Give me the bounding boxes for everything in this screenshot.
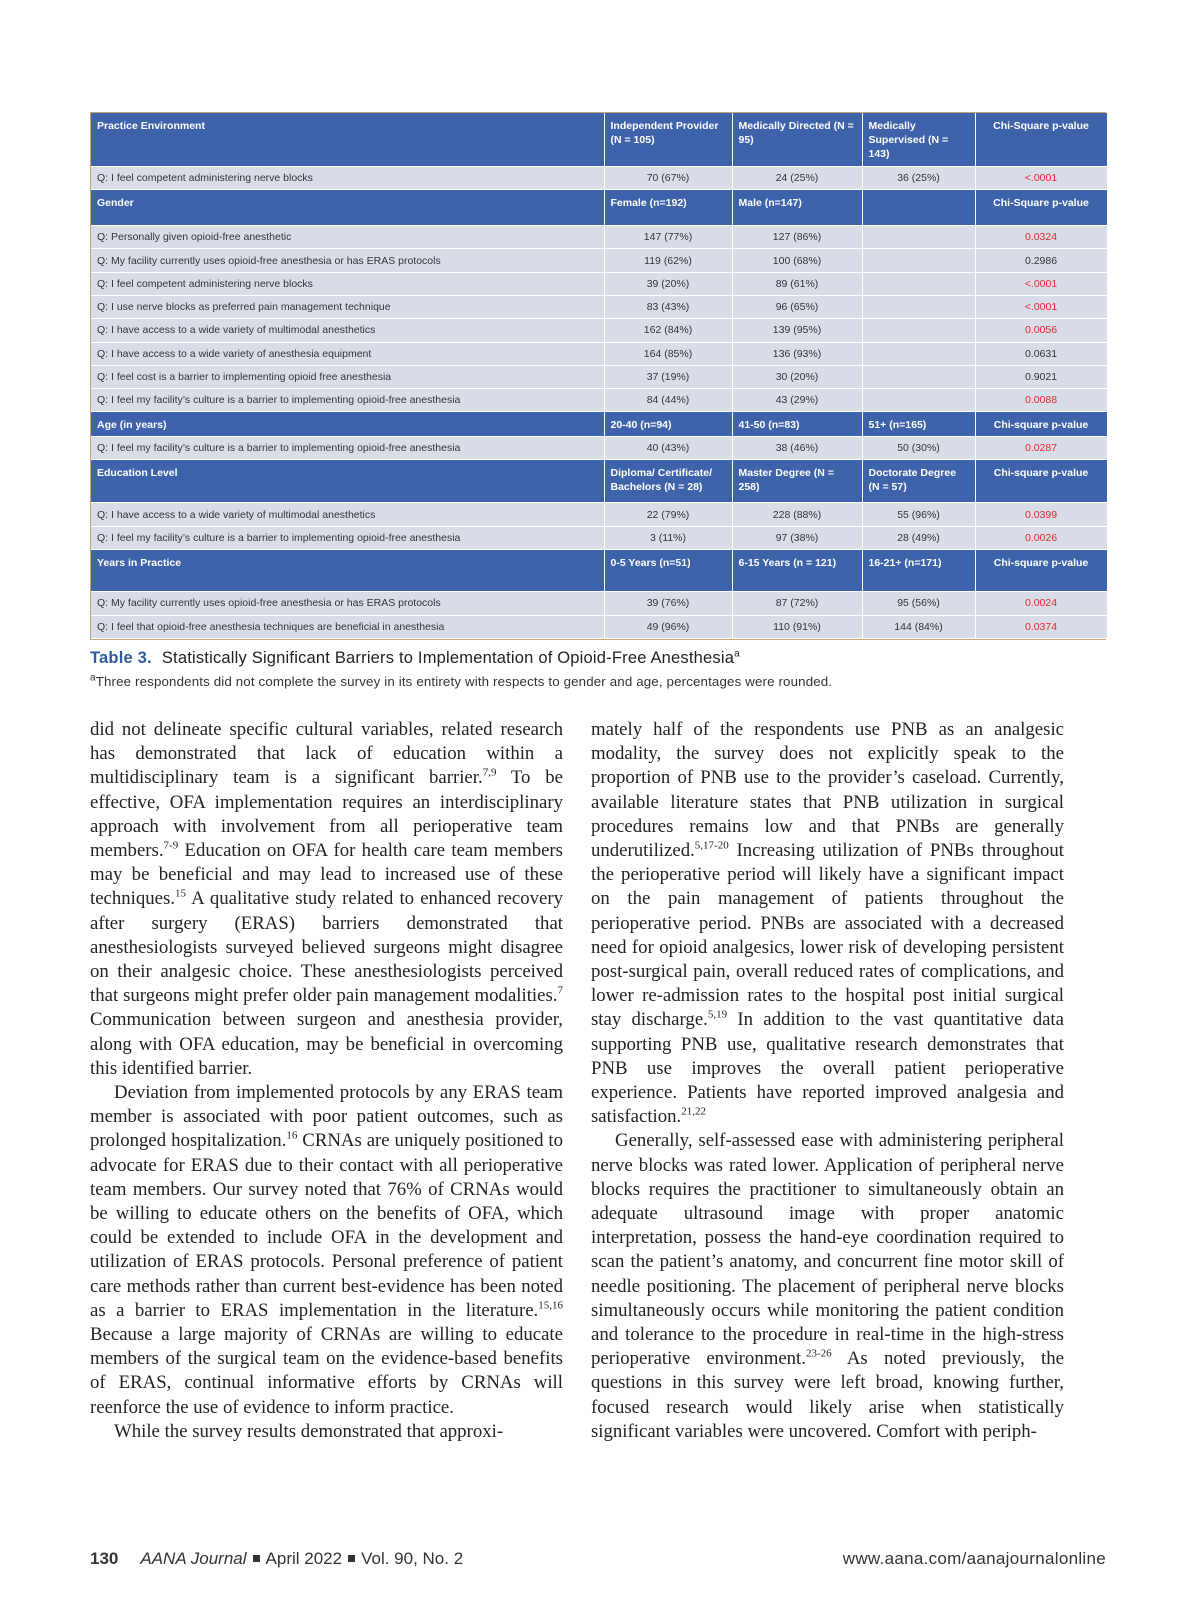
citation-ref: 16 <box>286 1130 298 1143</box>
group-header: 16-21+ (n=171) <box>862 550 975 592</box>
value-cell: 84 (44%) <box>604 389 732 412</box>
table-row <box>91 615 1107 638</box>
page-footer <box>90 1549 1106 1573</box>
text-run: As noted previously, the questions in this survey were left broad, knowing further, focused research would likely arise when statistically significant variables were uncovered. Comfort with periph- <box>591 1348 1064 1442</box>
text-run: Education on OFA for health care team members may be beneficial and may lead to increased use of these techniques. <box>90 840 563 910</box>
value-cell: 39 (20%) <box>604 272 732 295</box>
group-header: Male (n=147) <box>732 190 862 226</box>
group-header: Master Degree (N = 258) <box>732 460 862 503</box>
journal-name: AANA Journal <box>140 1549 247 1568</box>
body-paragraph <box>591 718 1064 1129</box>
group-header: Independent Provider (N = 105) <box>604 113 732 166</box>
value-cell: 22 (79%) <box>604 503 732 526</box>
citation-ref: 7,9 <box>482 767 497 780</box>
question-cell: Q: Personally given opioid-free anesthetic <box>91 226 604 249</box>
value-cell <box>862 319 975 342</box>
body-column-right <box>591 718 1064 1444</box>
pvalue-cell: 0.9021 <box>975 365 1107 388</box>
group-header: 0-5 Years (n=51) <box>604 550 732 592</box>
table-row <box>91 166 1107 189</box>
value-cell: 110 (91%) <box>732 615 862 638</box>
caption-footnote-ref: a <box>734 648 740 660</box>
citation-ref: 5,17-20 <box>694 839 729 852</box>
citation-ref: 5,19 <box>707 1009 728 1022</box>
group-header: Doctorate Degree (N = 57) <box>862 460 975 503</box>
table-row <box>91 319 1107 342</box>
pvalue-cell: <.0001 <box>975 166 1107 189</box>
question-cell: Q: I feel competent administering nerve blocks <box>91 272 604 295</box>
group-header: Medically Supervised (N = 143) <box>862 113 975 166</box>
value-cell: 43 (29%) <box>732 389 862 412</box>
separator-square-icon <box>348 1555 355 1562</box>
section-header-row <box>91 550 1107 592</box>
value-cell: 96 (65%) <box>732 296 862 319</box>
section-title: Gender <box>91 190 604 226</box>
group-header: 6-15 Years (n = 121) <box>732 550 862 592</box>
value-cell: 89 (61%) <box>732 272 862 295</box>
pvalue-header: Chi-square p-value <box>975 550 1107 592</box>
text-run: Increasing utilization of PNBs throughout the perioperative period will likely have a significant impact on the pain management of patients throughout the perioperative period. PNBs are associated with a decreased need for opioid analgesics, lower risk of developing persistent post-surgical pain, overall reduced rates of complications, and lower re-admission rates to the hospital post initial surgical stay discharge. <box>591 840 1064 1031</box>
value-cell <box>862 342 975 365</box>
question-cell: Q: I have access to a wide variety of multimodal anesthetics <box>91 319 604 342</box>
pvalue-cell: 0.0287 <box>975 436 1107 459</box>
value-cell <box>862 365 975 388</box>
table-row <box>91 503 1107 526</box>
value-cell: 136 (93%) <box>732 342 862 365</box>
volume: Vol. 90, No. 2 <box>361 1549 464 1568</box>
pvalue-cell: 0.0374 <box>975 615 1107 638</box>
question-cell: Q: I have access to a wide variety of multimodal anesthetics <box>91 503 604 526</box>
pvalue-cell: <.0001 <box>975 272 1107 295</box>
table-row <box>91 526 1107 549</box>
footnote-text: Three respondents did not complete the survey in its entirety with respects to gender and age, percentages were rounded. <box>95 674 833 689</box>
value-cell: 3 (11%) <box>604 526 732 549</box>
group-header <box>862 190 975 226</box>
citation-ref: 23-26 <box>805 1348 832 1361</box>
value-cell: 30 (20%) <box>732 365 862 388</box>
page-number: 130 <box>90 1549 119 1568</box>
group-header: 51+ (n=165) <box>862 412 975 436</box>
table-row <box>91 592 1107 615</box>
table-3 <box>91 113 1108 639</box>
text-run: Deviation from implemented protocols by any ERAS team member is associated with poor patient outcomes, such as prolonged hospitalization. <box>90 1082 563 1152</box>
value-cell: 37 (19%) <box>604 365 732 388</box>
question-cell: Q: I feel my facility’s culture is a barrier to implementing opioid-free anesthesia <box>91 526 604 549</box>
value-cell: 40 (43%) <box>604 436 732 459</box>
table-row <box>91 365 1107 388</box>
section-title: Education Level <box>91 460 604 503</box>
question-cell: Q: I feel my facility’s culture is a barrier to implementing opioid-free anesthesia <box>91 389 604 412</box>
group-header: Female (n=192) <box>604 190 732 226</box>
question-cell: Q: I feel my facility’s culture is a barrier to implementing opioid-free anesthesia <box>91 436 604 459</box>
body-paragraph <box>591 1129 1064 1444</box>
footnote-mark: a <box>90 672 96 684</box>
question-cell: Q: My facility currently uses opioid-free anesthesia or has ERAS protocols <box>91 249 604 272</box>
table-row <box>91 272 1107 295</box>
group-header: Diploma/ Certificate/ Bachelors (N = 28) <box>604 460 732 503</box>
value-cell: 70 (67%) <box>604 166 732 189</box>
value-cell <box>862 249 975 272</box>
value-cell: 83 (43%) <box>604 296 732 319</box>
section-header-row <box>91 412 1107 436</box>
text-run: Communication between surgeon and anesthesia provider, along with OFA education, may be beneficial in overcoming this identified barrier. <box>90 1009 563 1079</box>
value-cell: 97 (38%) <box>732 526 862 549</box>
body-column-left <box>90 718 563 1444</box>
value-cell: 36 (25%) <box>862 166 975 189</box>
question-cell: Q: I have access to a wide variety of anesthesia equipment <box>91 342 604 365</box>
question-cell: Q: My facility currently uses opioid-free anesthesia or has ERAS protocols <box>91 592 604 615</box>
value-cell: 55 (96%) <box>862 503 975 526</box>
value-cell <box>862 296 975 319</box>
pvalue-cell: 0.0631 <box>975 342 1107 365</box>
results-table <box>90 112 1106 640</box>
caption-title-line <box>90 649 1106 668</box>
table-row <box>91 249 1107 272</box>
pvalue-cell: <.0001 <box>975 296 1107 319</box>
body-paragraph <box>90 718 563 1081</box>
value-cell <box>862 226 975 249</box>
value-cell <box>862 389 975 412</box>
journal-url: www.aana.com/aanajournalonline <box>842 1549 1106 1568</box>
section-header-row <box>91 460 1107 503</box>
table-row <box>91 389 1107 412</box>
value-cell: 87 (72%) <box>732 592 862 615</box>
body-paragraph <box>90 1081 563 1420</box>
citation-ref: 7 <box>557 984 563 997</box>
caption-footnote <box>90 674 1106 689</box>
pvalue-header: Chi-square p-value <box>975 460 1107 503</box>
value-cell: 144 (84%) <box>862 615 975 638</box>
section-title: Years in Practice <box>91 550 604 592</box>
value-cell: 147 (77%) <box>604 226 732 249</box>
table-row <box>91 342 1107 365</box>
value-cell: 50 (30%) <box>862 436 975 459</box>
pvalue-cell: 0.0026 <box>975 526 1107 549</box>
text-run: To be effective, OFA implementation requires an interdisciplinary approach with involvement from all perioperative team members. <box>90 767 563 862</box>
pvalue-cell: 0.0056 <box>975 319 1107 342</box>
table-row <box>91 436 1107 459</box>
question-cell: Q: I use nerve blocks as preferred pain management technique <box>91 296 604 319</box>
value-cell: 119 (62%) <box>604 249 732 272</box>
question-cell: Q: I feel that opioid-free anesthesia techniques are beneficial in anesthesia <box>91 615 604 638</box>
value-cell: 95 (56%) <box>862 592 975 615</box>
group-header: 41-50 (n=83) <box>732 412 862 436</box>
issue-date: April 2022 <box>265 1549 343 1568</box>
value-cell: 100 (68%) <box>732 249 862 272</box>
group-header: Medically Directed (N = 95) <box>732 113 862 166</box>
pvalue-header: Chi-Square p-value <box>975 190 1107 226</box>
pvalue-cell: 0.0024 <box>975 592 1107 615</box>
value-cell: 38 (46%) <box>732 436 862 459</box>
value-cell: 49 (96%) <box>604 615 732 638</box>
table-row <box>91 296 1107 319</box>
question-cell: Q: I feel cost is a barrier to implementing opioid free anesthesia <box>91 365 604 388</box>
text-run: Generally, self-assessed ease with administering peripheral nerve blocks was rated lower. Application of peripheral nerve blocks requires the practitioner to simultaneously obtain an adequate ultrasound image with proper anatomic interpretation, possess the hand-eye coordination required to scan the patient’s anatomy, and concurrent fine motor skill of needle positioning. The placement of peripheral nerve blocks simultaneously occurs while monitoring the patient condition and tolerance to the procedure in real-time in the high-stress perioperative environment. <box>591 1130 1064 1370</box>
pvalue-header: Chi-square p-value <box>975 412 1107 436</box>
text-run: CRNAs are uniquely positioned to advocate for ERAS due to their contact with all perioperative team members. Our survey noted that 76% of CRNAs would be willing to educate others on the benefits of OFA, which could be extended to include OFA in the development and utilization of ERAS protocols. Personal preference of patient care methods rather than current best-evidence has been noted as a barrier to ERAS implementation in the literature. <box>90 1130 563 1321</box>
caption-label: Table 3. <box>90 649 152 667</box>
value-cell: 139 (95%) <box>732 319 862 342</box>
group-header: 20-40 (n=94) <box>604 412 732 436</box>
separator-square-icon <box>253 1555 260 1562</box>
value-cell <box>862 272 975 295</box>
value-cell: 127 (86%) <box>732 226 862 249</box>
pvalue-header: Chi-Square p-value <box>975 113 1107 166</box>
value-cell: 228 (88%) <box>732 503 862 526</box>
value-cell: 24 (25%) <box>732 166 862 189</box>
text-run: In addition to the vast quantitative data supporting PNB use, qualitative research demonstrates that PNB use improves the overall patient perioperative experience. Patients have reported improved analgesia and satisfaction. <box>591 1009 1064 1128</box>
table-caption <box>90 649 1106 689</box>
text-run: Because a large majority of CRNAs are willing to educate members of the surgical team on the evidence-based benefits of ERAS, continual informative efforts by CRNAs will reenforce the use of evidence to inform practice. <box>90 1324 563 1418</box>
table-row <box>91 226 1107 249</box>
text-run: mately half of the respondents use PNB as an analgesic modality, the survey does not explicitly speak to the proportion of PNB use to the provider’s caseload. Currently, available literature states that PNB utilization in surgical procedures remains low and that PNBs are generally underutilized. <box>591 719 1064 862</box>
pvalue-cell: 0.2986 <box>975 249 1107 272</box>
text-run: did not delineate specific cultural variables, related research has demonstrated that lack of education within a multidisciplinary team is a significant barrier. <box>90 719 563 789</box>
section-header-row <box>91 113 1107 166</box>
value-cell: 164 (85%) <box>604 342 732 365</box>
citation-ref: 21,22 <box>681 1105 706 1118</box>
section-title: Practice Environment <box>91 113 604 166</box>
citation-ref: 15 <box>175 888 187 901</box>
citation-ref: 7-9 <box>163 839 179 852</box>
question-cell: Q: I feel competent administering nerve blocks <box>91 166 604 189</box>
section-title: Age (in years) <box>91 412 604 436</box>
citation-ref: 15,16 <box>538 1299 563 1312</box>
body-paragraph <box>90 1420 563 1444</box>
pvalue-cell: 0.0088 <box>975 389 1107 412</box>
value-cell: 39 (76%) <box>604 592 732 615</box>
value-cell: 162 (84%) <box>604 319 732 342</box>
text-run: While the survey results demonstrated that approxi- <box>114 1420 504 1442</box>
text-run: A qualitative study related to enhanced recovery after surgery (ERAS) barriers demonstrated that anesthesiologists surveyed believed surgeons might disagree on their analgesic choice. These anesthesiologists perceived that surgeons might prefer older pain management modalities. <box>90 888 563 1007</box>
value-cell: 28 (49%) <box>862 526 975 549</box>
pvalue-cell: 0.0324 <box>975 226 1107 249</box>
caption-title: Statistically Significant Barriers to Implementation of Opioid-Free Anesthesia <box>161 649 735 667</box>
section-header-row <box>91 190 1107 226</box>
pvalue-cell: 0.0399 <box>975 503 1107 526</box>
